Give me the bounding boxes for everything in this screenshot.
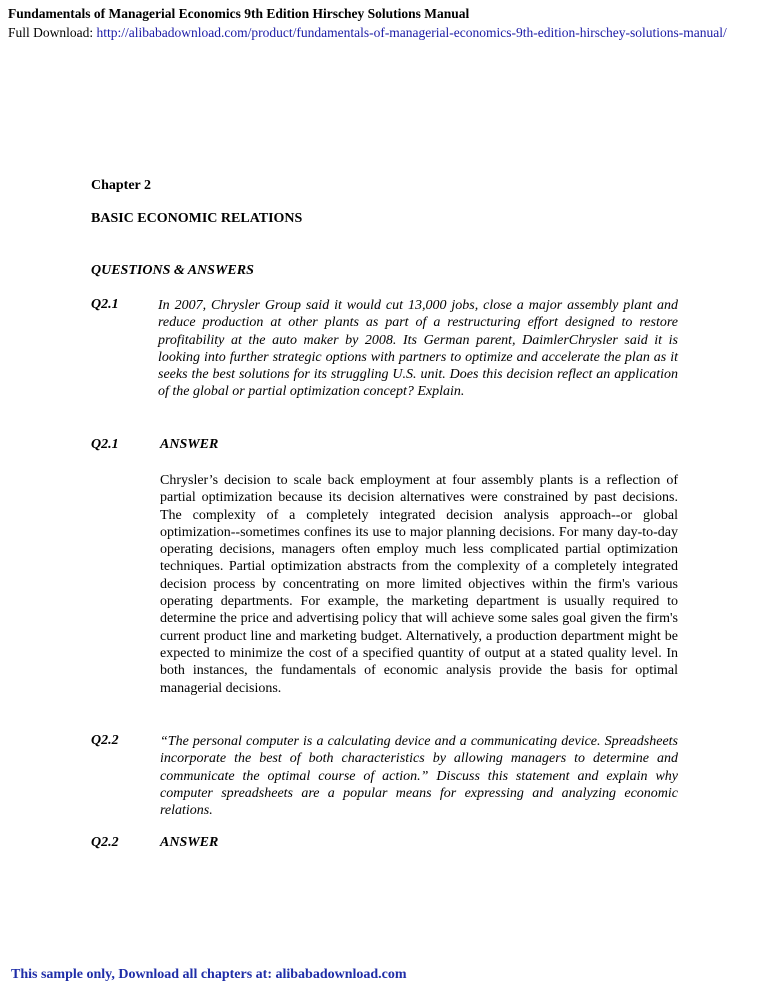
- download-link[interactable]: http://alibabadownload.com/product/fundamentals-of-managerial-economics-9th-edition-hirschey-solutions-manual/: [96, 25, 727, 40]
- download-label: Full Download:: [8, 25, 97, 40]
- question-label-q2-1: Q2.1: [91, 297, 119, 312]
- header-title: Fundamentals of Managerial Economics 9th Edition Hirschey Solutions Manual: [8, 6, 470, 21]
- answer-text-q2-1: Chrysler’s decision to scale back employment at four assembly plants is a reflection of partial optimization because its decision alternatives were constrained by past decisions. The complexity of a completely integrated decision analysis approach--or global optimization--sometimes confines its use to major planning decisions. For many day-to-day operating decisions, managers often employ much less complicated partial optimization techniques. Partial optimization abstracts from the complexity of a completely integrated decision process by concentrating on more limited objectives within the firm's various operating departments. For example, the marketing department is usually required to determine the price and advertising policy that will achieve some sales goal given the firm's current product line and marketing budget. Alternatively, a production department might be expected to minimize the cost of a specified quantity of output at a stated quality level. In both instances, the fundamentals of economic analysis provide the basis for optimal managerial decisions.: [160, 473, 678, 696]
- footer-note: This sample only, Download all chapters at: alibabadownload.com: [11, 967, 407, 982]
- chapter-subject: BASIC ECONOMIC RELATIONS: [91, 211, 303, 226]
- question-text-q2-2: “The personal computer is a calculating device and a communicating device. Spreadsheets incorporate the best of both characteristics by allowing managers to determine and communicate the optimal course of action.” Discuss this statement and explain why computer spreadsheets are a popular means for expressing and analyzing economic relations.: [160, 734, 678, 819]
- download-line: [8, 25, 768, 41]
- question-label-q2-2: Q2.2: [91, 733, 119, 748]
- section-heading: QUESTIONS & ANSWERS: [91, 263, 254, 278]
- chapter-heading: Chapter 2: [91, 178, 152, 193]
- answer-label-q2-1: Q2.1: [91, 437, 119, 452]
- answer-heading-q2-2: ANSWER: [160, 835, 219, 850]
- answer-label-q2-2: Q2.2: [91, 835, 119, 850]
- question-text-q2-1: In 2007, Chrysler Group said it would cut 13,000 jobs, close a major assembly plant and reduce production at other plants as part of a restructuring effort designed to restore profitability at the auto maker by 2008. Its German parent, DaimlerChrysler said it is looking into further strategic options with partners to optimize and accelerate the plan as it seeks the best solutions for its struggling U.S. unit. Does this decision reflect an application of the global or partial optimization concept? Explain.: [158, 298, 678, 400]
- answer-heading-q2-1: ANSWER: [160, 437, 219, 452]
